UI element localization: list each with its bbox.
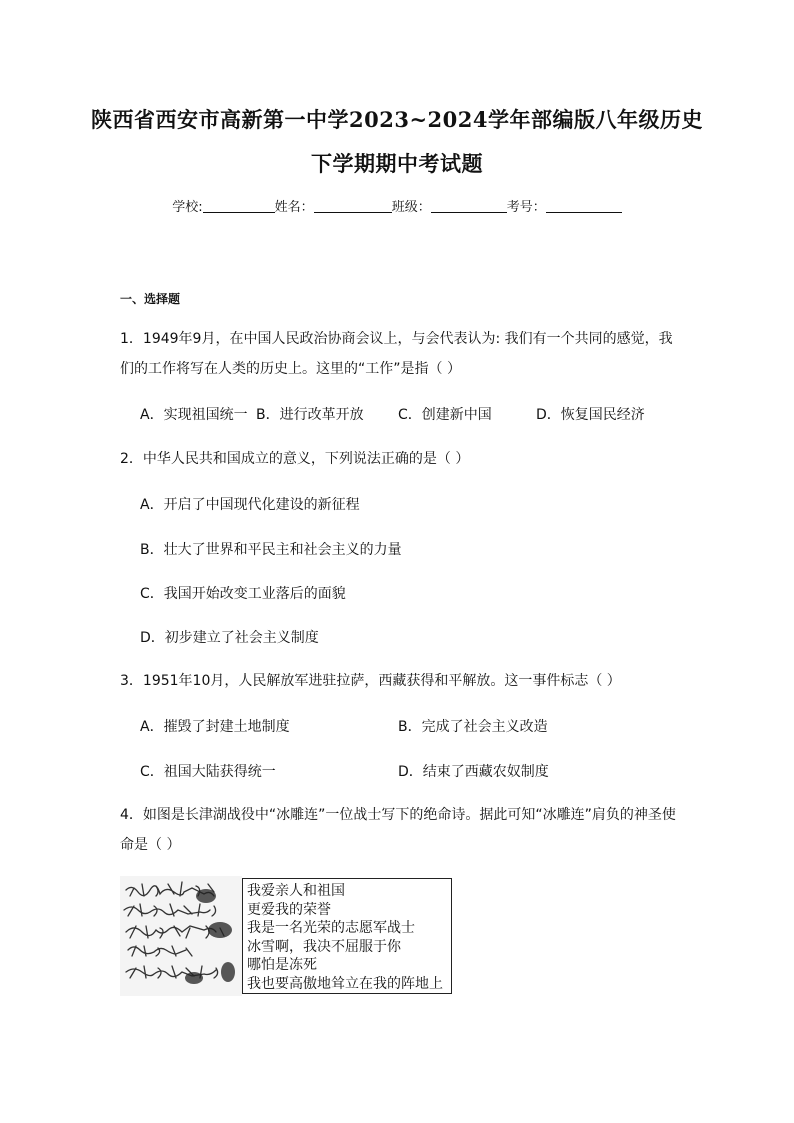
class-label: 班级： [391,200,431,215]
poem-text-box [242,878,452,994]
poem-line: 我也要高傲地耸立在我的阵地上 [247,975,443,992]
poem-line: 哪怕是冻死 [247,957,317,974]
question-2-option-b[interactable]: B．壮大了世界和平民主和社会主义的力量 [140,542,402,558]
exam-title-line1: 陕西省西安市高新第一中学2023~2024学年部编版八年级历史 [91,107,703,132]
question-4-line1: 4．如图是长津湖战役中“冰雕连”一位战士写下的绝命诗。据此可知“冰雕连”肩负的神圣使 [120,807,676,823]
poem-figure [120,876,454,996]
poem-line: 更爱我的荣誉 [247,901,331,918]
school-blank[interactable] [203,198,275,213]
exam-number-blank[interactable] [546,198,622,213]
question-3-line1: 3．1951年10月，人民解放军进驻拉萨，西藏获得和平解放。这一事件标志（ ） [120,673,621,689]
question-3-option-c[interactable]: C．祖国大陆获得统一 [140,764,276,780]
school-label: 学校: [172,200,203,215]
question-1-line2: 们的工作将写在人类的历史上。这里的“工作”是指（ ） [120,361,461,377]
question-1-option-b[interactable]: B．进行改革开放 [256,407,364,423]
exam-number-label: 考号： [506,200,546,215]
poem-line: 我是一名光荣的志愿军战士 [247,920,415,937]
student-info-row [0,196,794,215]
question-3-stem [120,666,680,696]
section-heading: 一、选择题 [120,292,181,306]
class-blank[interactable] [431,198,507,213]
question-2-stem [120,444,680,474]
question-1-option-c[interactable]: C．创建新中国 [398,407,492,423]
question-1-option-d[interactable]: D．恢复国民经济 [536,407,645,423]
poem-line: 冰雪啊，我决不屈服于你 [247,938,401,955]
poem-line: 我爱亲人和祖国 [247,883,345,899]
exam-title-line2: 下学期期中考试题 [311,151,483,176]
question-3-option-b[interactable]: B．完成了社会主义改造 [398,719,548,735]
question-3-option-d[interactable]: D．结束了西藏农奴制度 [398,764,549,780]
handwritten-poem-scan-image [120,876,242,996]
question-4-line2: 命是（ ） [120,837,181,853]
question-2-option-c[interactable]: C．我国开始改变工业落后的面貌 [140,586,346,602]
question-1-stem [120,324,680,384]
question-1-option-a[interactable]: A．实现祖国统一 [140,407,248,423]
question-2-line1: 2．中华人民共和国成立的意义，下列说法正确的是（ ） [120,451,470,467]
name-label: 姓名： [274,200,314,215]
question-1-line1: 1．1949年9月，在中国人民政治协商会议上，与会代表认为: 我们有一个共同的感觉，我 [120,331,673,347]
question-3-option-a[interactable]: A．摧毁了封建土地制度 [140,719,290,735]
name-blank[interactable] [314,198,392,213]
question-2-option-d[interactable]: D．初步建立了社会主义制度 [140,630,319,646]
question-2-option-a[interactable]: A．开启了中国现代化建设的新征程 [140,497,360,513]
question-4-stem [120,800,680,860]
